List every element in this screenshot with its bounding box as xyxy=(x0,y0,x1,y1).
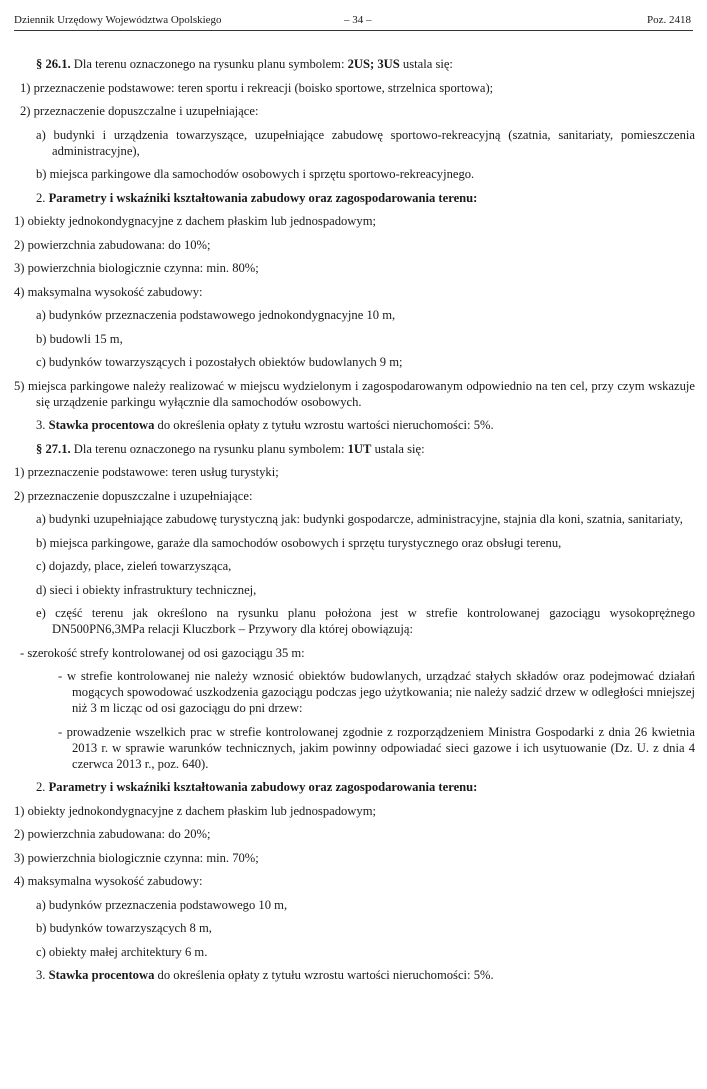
paragraph-27-intro-text: Dla terenu oznaczonego na rysunku planu symbolem: xyxy=(70,441,348,456)
section-text: do określenia opłaty z tytułu wzrostu wartości nieruchomości: 5%. xyxy=(154,968,494,982)
list-item: 3) powierzchnia biologicznie czynna: min. 80%; xyxy=(14,261,259,275)
paragraph-26-symbol: 2US; 3US xyxy=(347,57,400,71)
section-number: 2. xyxy=(36,190,49,205)
paragraph-26-intro-text: Dla terenu oznaczonego na rysunku planu symbolem: xyxy=(70,57,348,71)
list-subitem: b) budowli 15 m, xyxy=(36,331,123,346)
list-item: 1) obiekty jednokondygnacyjne z dachem płaskim lub jednospadowym; xyxy=(14,214,376,228)
paragraph-27-symbol: 1UT xyxy=(347,441,372,456)
section-title: Parametry i wskaźniki kształtowania zabudowy oraz zagospodarowania terenu: xyxy=(48,780,478,794)
list-subitem: b) miejsca parkingowe, garaże dla samochodów osobowych i sprzętu turystycznego oraz obsługi terenu, xyxy=(36,535,562,550)
section-heading xyxy=(14,967,695,983)
list-item: 3) powierzchnia biologicznie czynna: min. 70%; xyxy=(14,850,259,865)
paragraph-27-intro-end: ustala się: xyxy=(371,441,425,456)
section-heading xyxy=(14,190,695,206)
dash-subitem: - prowadzenie wszelkich prac w strefie kontrolowanej zgodnie z rozporządzeniem Ministra Gospodarki z dnia 26 kwietnia 2013 r. w sprawie warunków technicznych, jakim powinny odpowiadać sieci gazowe i ich usytuowanie (Dz. U. z dnia 4 czerwca 2013 r., poz. 640). xyxy=(58,724,695,771)
list-subitem: a) budynki uzupełniające zabudowę turystyczną jak: budynki gospodarcze, administracyjne, stajnia dla koni, szatnia, sanitariaty, xyxy=(36,512,683,526)
paragraph-27-intro xyxy=(14,441,695,457)
list-subitem: a) budynków przeznaczenia podstawowego 10 m, xyxy=(36,897,288,912)
list-subitem: c) dojazdy, place, zieleń towarzysząca, xyxy=(36,559,232,573)
section-number: 2. xyxy=(36,780,49,794)
section-number: 3. xyxy=(36,418,49,432)
list-subitem: b) budynków towarzyszących 8 m, xyxy=(36,921,212,935)
list-subitem: c) budynków towarzyszących i pozostałych obiektów budowlanych 9 m; xyxy=(36,355,403,369)
section-number: 3. xyxy=(36,968,49,982)
section-heading xyxy=(14,417,695,433)
dash-subitem: - w strefie kontrolowanej nie należy wznosić obiektów budowlanych, urządzać stałych składów oraz podejmować działań mogących spowodować uszkodzenia gazociągu podczas jego użytkowania; nie należy sadzić drzew w odległości mniejszej niż 3 m licząc od osi gazociągu do pni drzew: xyxy=(58,669,695,715)
page-number: – 34 – xyxy=(344,14,372,26)
list-subitem: a) budynków przeznaczenia podstawowego jednokondygnacyjne 10 m, xyxy=(36,308,396,322)
list-subitem: a) budynki i urządzenia towarzyszące, uzupełniające zabudowę sportowo-rekreacyjną (szatnia, sanitariaty, pomieszczenia administracyjne), xyxy=(36,127,695,158)
list-subitem: c) obiekty małej architektury 6 m. xyxy=(36,944,208,959)
paragraph-26-intro-end: ustala się: xyxy=(399,57,453,71)
section-heading xyxy=(14,779,695,795)
list-item: 5) miejsca parkingowe należy realizować w miejscu wydzielonym i zagospodarowanym odpowiednio na ten cel, przy czym wskazuje się urządzenie parkingu wyłącznie dla samochodów osobowych. xyxy=(14,378,695,409)
paragraph-27-number: § 27.1. xyxy=(36,441,71,456)
document-body xyxy=(14,56,695,991)
position-number: Poz. 2418 xyxy=(647,14,691,26)
section-title: Parametry i wskaźniki kształtowania zabudowy oraz zagospodarowania terenu: xyxy=(48,190,478,205)
section-title: Stawka procentowa xyxy=(48,968,155,982)
list-item: 1) przeznaczenie podstawowe: teren sportu i rekreacji (boisko sportowe, strzelnica sportowa); xyxy=(20,80,494,95)
list-item: 2) powierzchnia zabudowana: do 20%; xyxy=(14,827,211,841)
journal-title: Dziennik Urzędowy Województwa Opolskiego xyxy=(14,14,222,26)
dash-item: - szerokość strefy kontrolowanej od osi gazociągu 35 m: xyxy=(20,645,305,660)
paragraph-26-intro xyxy=(14,56,695,72)
section-title: Stawka procentowa xyxy=(48,418,155,432)
list-item: 2) przeznaczenie dopuszczalne i uzupełniające: xyxy=(20,104,259,118)
list-item: 1) obiekty jednokondygnacyjne z dachem płaskim lub jednospadowym; xyxy=(14,803,376,818)
list-item: 2) powierzchnia zabudowana: do 10%; xyxy=(14,237,211,252)
list-item: 4) maksymalna wysokość zabudowy: xyxy=(14,874,203,888)
paragraph-26-number: § 26.1. xyxy=(36,57,71,71)
list-subitem: e) część terenu jak określono na rysunku planu położona jest w strefie kontrolowanej gazociągu wysokoprężnego DN500PN6,3MPa relacji Kluczbork – Przywory dla której obowiązują: xyxy=(36,606,695,636)
list-item: 4) maksymalna wysokość zabudowy: xyxy=(14,284,203,299)
list-subitem: b) miejsca parkingowe dla samochodów osobowych i sprzętu sportowo-rekreacyjnego. xyxy=(36,167,475,181)
list-subitem: d) sieci i obiekty infrastruktury technicznej, xyxy=(36,582,257,597)
section-text: do określenia opłaty z tytułu wzrostu wartości nieruchomości: 5%. xyxy=(154,418,494,432)
page-header xyxy=(14,12,693,31)
list-item: 1) przeznaczenie podstawowe: teren usług turystyki; xyxy=(14,465,279,479)
list-item: 2) przeznaczenie dopuszczalne i uzupełniające: xyxy=(14,488,253,503)
